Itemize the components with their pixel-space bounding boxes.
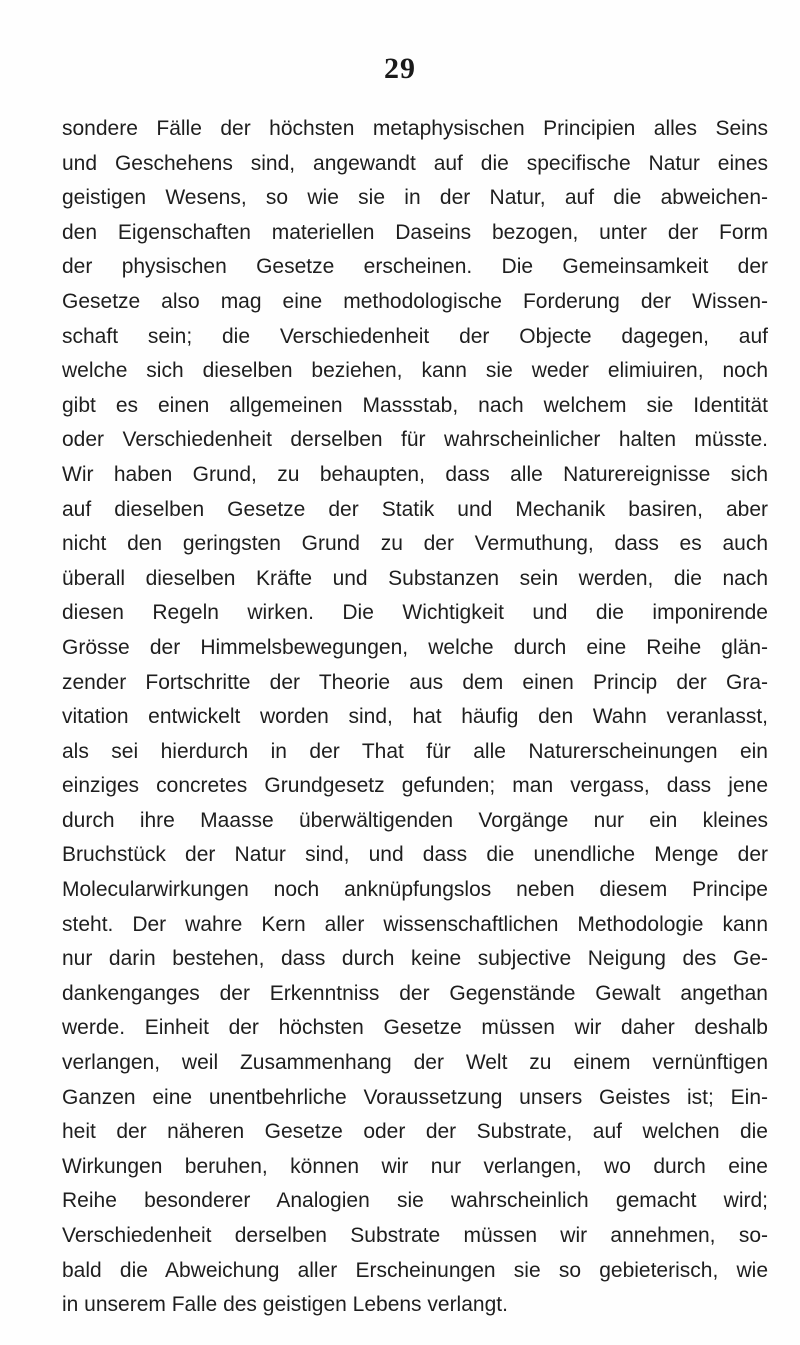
text-line: Reihe besonderer Analogien sie wahrscheinlich gemacht wird; xyxy=(62,1189,768,1213)
text-line: gibt es einen allgemeinen Massstab, nach welchem sie Identität xyxy=(62,393,768,417)
text-line: durch ihre Maasse überwältigenden Vorgänge nur ein kleines xyxy=(62,808,768,832)
text-line: diesen Regeln wirken. Die Wichtigkeit und die imponirende xyxy=(62,601,768,625)
text-line: in unserem Falle des geistigen Lebens verlangt. xyxy=(62,1293,508,1317)
text-line: der physischen Gesetze erscheinen. Die Gemeinsamkeit der xyxy=(62,255,768,279)
text-line: zender Fortschritte der Theorie aus dem einen Princip der Gra- xyxy=(62,670,768,694)
text-line: Gesetze also mag eine methodologische Forderung der Wissen- xyxy=(62,289,768,313)
text-line: dankenganges der Erkenntniss der Gegenstände Gewalt angethan xyxy=(62,981,768,1005)
text-line: schaft sein; die Verschiedenheit der Objecte dagegen, auf xyxy=(62,324,768,348)
page-number: 29 xyxy=(384,52,416,85)
text-line: sondere Fälle der höchsten metaphysischen Principien alles Seins xyxy=(62,117,768,140)
text-line: Ganzen eine unentbehrliche Voraussetzung unsers Geistes ist; Ein- xyxy=(62,1085,768,1109)
text-line: oder Verschiedenheit derselben für wahrscheinlicher halten müsste. xyxy=(62,428,768,452)
text-line: werde. Einheit der höchsten Gesetze müssen wir daher deshalb xyxy=(62,1016,768,1040)
text-line: steht. Der wahre Kern aller wissenschaftlichen Methodologie kann xyxy=(62,912,768,936)
text-line: Wirkungen beruhen, können wir nur verlangen, wo durch eine xyxy=(62,1154,768,1178)
text-line: Molecularwirkungen noch anknüpfungslos neben diesem Principe xyxy=(62,878,768,902)
text-line: nur darin bestehen, dass durch keine subjective Neigung des Ge- xyxy=(62,947,768,971)
text-line: nicht den geringsten Grund zu der Vermuthung, dass es auch xyxy=(62,532,768,556)
text-line: Wir haben Grund, zu behaupten, dass alle Naturereignisse sich xyxy=(62,462,768,486)
text-line: Verschiedenheit derselben Substrate müssen wir annehmen, so- xyxy=(62,1224,768,1247)
text-line: bald die Abweichung aller Erscheinungen sie so gebieterisch, wie xyxy=(62,1258,768,1282)
text-line: und Geschehens sind, angewandt auf die specifische Natur eines xyxy=(62,151,768,175)
text-line: einziges concretes Grundgesetz gefunden; man vergass, dass jene xyxy=(62,774,768,798)
text-line: Bruchstück der Natur sind, und dass die unendliche Menge der xyxy=(62,843,768,867)
text-line: als sei hierdurch in der That für alle Naturerscheinungen ein xyxy=(62,739,768,763)
text-line: welche sich dieselben beziehen, kann sie weder elimiuiren, noch xyxy=(62,359,768,383)
text-line: verlangen, weil Zusammenhang der Welt zu einem vernünftigen xyxy=(62,1051,768,1075)
text-line: auf dieselben Gesetze der Statik und Mechanik basiren, aber xyxy=(62,497,768,521)
text-line: geistigen Wesens, so wie sie in der Natur, auf die abweichen- xyxy=(62,186,768,210)
text-line: überall dieselben Kräfte und Substanzen sein werden, die nach xyxy=(62,566,768,590)
body-text xyxy=(62,112,768,1323)
text-line: heit der näheren Gesetze oder der Substrate, auf welchen die xyxy=(62,1120,768,1144)
text-line: vitation entwickelt worden sind, hat häufig den Wahn veranlasst, xyxy=(62,705,768,729)
text-line: Grösse der Himmelsbewegungen, welche durch eine Reihe glän- xyxy=(62,635,768,659)
text-line: den Eigenschaften materiellen Daseins bezogen, unter der Form xyxy=(62,220,768,244)
